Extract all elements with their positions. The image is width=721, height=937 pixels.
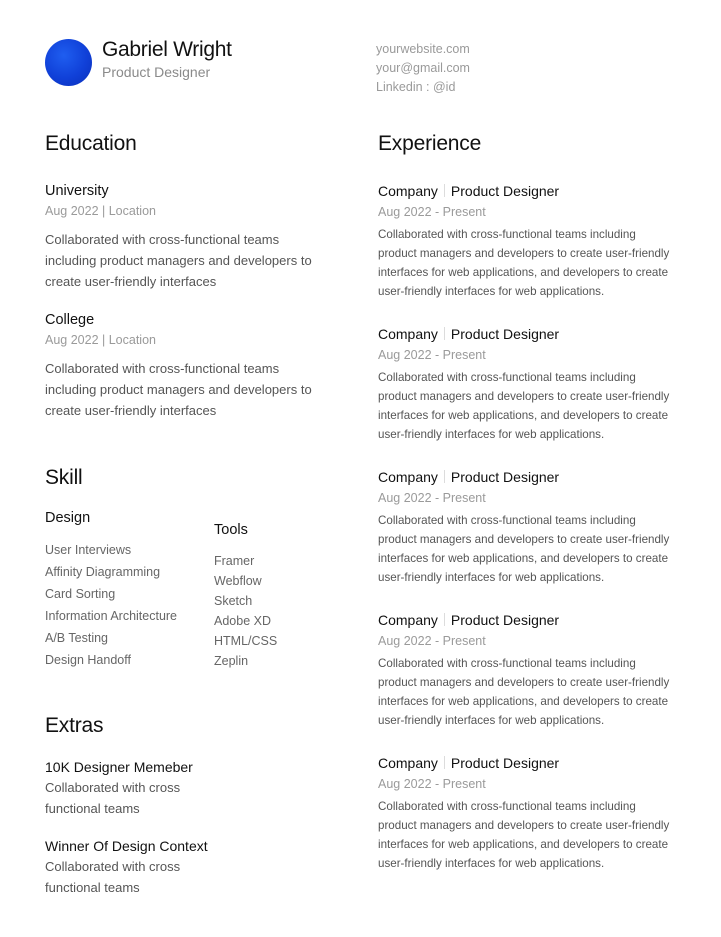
experience-description: Collaborated with cross-functional teams including product managers and developers to create user-friendly interfaces for web applications, and developers to create user-friendly interfaces for web applications. bbox=[378, 371, 670, 441]
education-item-date: Aug 2022 | Location bbox=[45, 204, 156, 218]
experience-item-header bbox=[378, 754, 678, 772]
experience-description: Collaborated with cross-functional teams including product managers and developers to create user-friendly interfaces for web applications, and developers to create user-friendly interfaces for web applications. bbox=[378, 657, 670, 727]
divider bbox=[444, 327, 445, 340]
experience-position: Product Designer bbox=[450, 183, 560, 199]
experience-position: Product Designer bbox=[450, 612, 560, 628]
experience-date: Aug 2022 - Present bbox=[378, 491, 486, 505]
experience-item-header bbox=[378, 468, 678, 486]
extras-item-title: Winner Of Design Context bbox=[45, 838, 208, 854]
experience-date: Aug 2022 - Present bbox=[378, 205, 486, 219]
education-item bbox=[45, 182, 335, 292]
experience-item bbox=[378, 611, 678, 730]
list-item: Card Sorting bbox=[45, 587, 116, 601]
experience-description: Collaborated with cross-functional teams including product managers and developers to create user-friendly interfaces for web applications, and developers to create user-friendly interfaces for web applications. bbox=[378, 228, 670, 298]
experience-item bbox=[378, 468, 678, 587]
education-item bbox=[45, 311, 335, 421]
skill-title: Skill bbox=[45, 466, 83, 489]
extras-item bbox=[45, 758, 265, 819]
experience-date: Aug 2022 - Present bbox=[378, 634, 486, 648]
experience-item bbox=[378, 325, 678, 444]
list-item: A/B Testing bbox=[45, 631, 109, 645]
extras-item bbox=[45, 837, 265, 898]
education-item-description: Collaborated with cross-functional teams including product managers and developers to create user-friendly interfaces bbox=[45, 232, 312, 289]
experience-item-header bbox=[378, 325, 678, 343]
extras-title: Extras bbox=[45, 714, 104, 737]
education-item-description: Collaborated with cross-functional teams including product managers and developers to create user-friendly interfaces bbox=[45, 361, 312, 418]
experience-position: Product Designer bbox=[450, 755, 560, 771]
experience-date: Aug 2022 - Present bbox=[378, 777, 486, 791]
skill-tools-column bbox=[214, 521, 277, 671]
list-item: Webflow bbox=[214, 574, 262, 588]
contact-list bbox=[376, 40, 470, 97]
experience-date: Aug 2022 - Present bbox=[378, 348, 486, 362]
divider bbox=[444, 184, 445, 197]
skill-design-list bbox=[45, 539, 177, 671]
list-item: HTML/CSS bbox=[214, 634, 278, 648]
experience-description: Collaborated with cross-functional teams including product managers and developers to create user-friendly interfaces for web applications, and developers to create user-friendly interfaces for web applications. bbox=[378, 514, 670, 584]
education-item-date: Aug 2022 | Location bbox=[45, 333, 156, 347]
experience-position: Product Designer bbox=[450, 326, 560, 342]
extras-item-description: Collaborated with cross functional teams bbox=[45, 780, 181, 816]
list-item: Information Architecture bbox=[45, 609, 178, 623]
extras-item-description: Collaborated with cross functional teams bbox=[45, 859, 181, 895]
education-title: Education bbox=[45, 132, 137, 155]
profile-role: Product Designer bbox=[102, 64, 211, 80]
skill-tools-list bbox=[214, 551, 277, 671]
profile-name: Gabriel Wright bbox=[102, 38, 232, 61]
list-item: Framer bbox=[214, 554, 255, 568]
experience-company: Company bbox=[378, 183, 438, 199]
contact-linkedin[interactable]: Linkedin : @id bbox=[376, 80, 456, 94]
education-item-title: College bbox=[45, 312, 95, 328]
experience-company: Company bbox=[378, 755, 438, 771]
list-item: User Interviews bbox=[45, 543, 132, 557]
skill-design-column bbox=[45, 509, 177, 671]
avatar bbox=[45, 39, 92, 86]
extras-item-title: 10K Designer Memeber bbox=[45, 759, 193, 775]
divider bbox=[444, 756, 445, 769]
experience-position: Product Designer bbox=[450, 469, 560, 485]
divider bbox=[444, 613, 445, 626]
experience-title: Experience bbox=[378, 132, 482, 155]
education-item-title: University bbox=[45, 183, 109, 199]
contact-email[interactable]: your@gmail.com bbox=[376, 61, 470, 75]
experience-company: Company bbox=[378, 326, 438, 342]
list-item: Design Handoff bbox=[45, 653, 131, 667]
experience-company: Company bbox=[378, 612, 438, 628]
list-item: Affinity Diagramming bbox=[45, 565, 161, 579]
experience-description: Collaborated with cross-functional teams including product managers and developers to create user-friendly interfaces for web applications, and developers to create user-friendly interfaces for web applications. bbox=[378, 800, 670, 870]
experience-item bbox=[378, 182, 678, 301]
skill-design-title: Design bbox=[45, 510, 91, 526]
list-item: Sketch bbox=[214, 594, 253, 608]
experience-company: Company bbox=[378, 469, 438, 485]
list-item: Zeplin bbox=[214, 654, 249, 668]
experience-item-header bbox=[378, 611, 678, 629]
contact-website[interactable]: yourwebsite.com bbox=[376, 42, 470, 56]
divider bbox=[444, 470, 445, 483]
skill-tools-title: Tools bbox=[214, 522, 248, 538]
experience-item-header bbox=[378, 182, 678, 200]
list-item: Adobe XD bbox=[214, 614, 271, 628]
experience-item bbox=[378, 754, 678, 873]
